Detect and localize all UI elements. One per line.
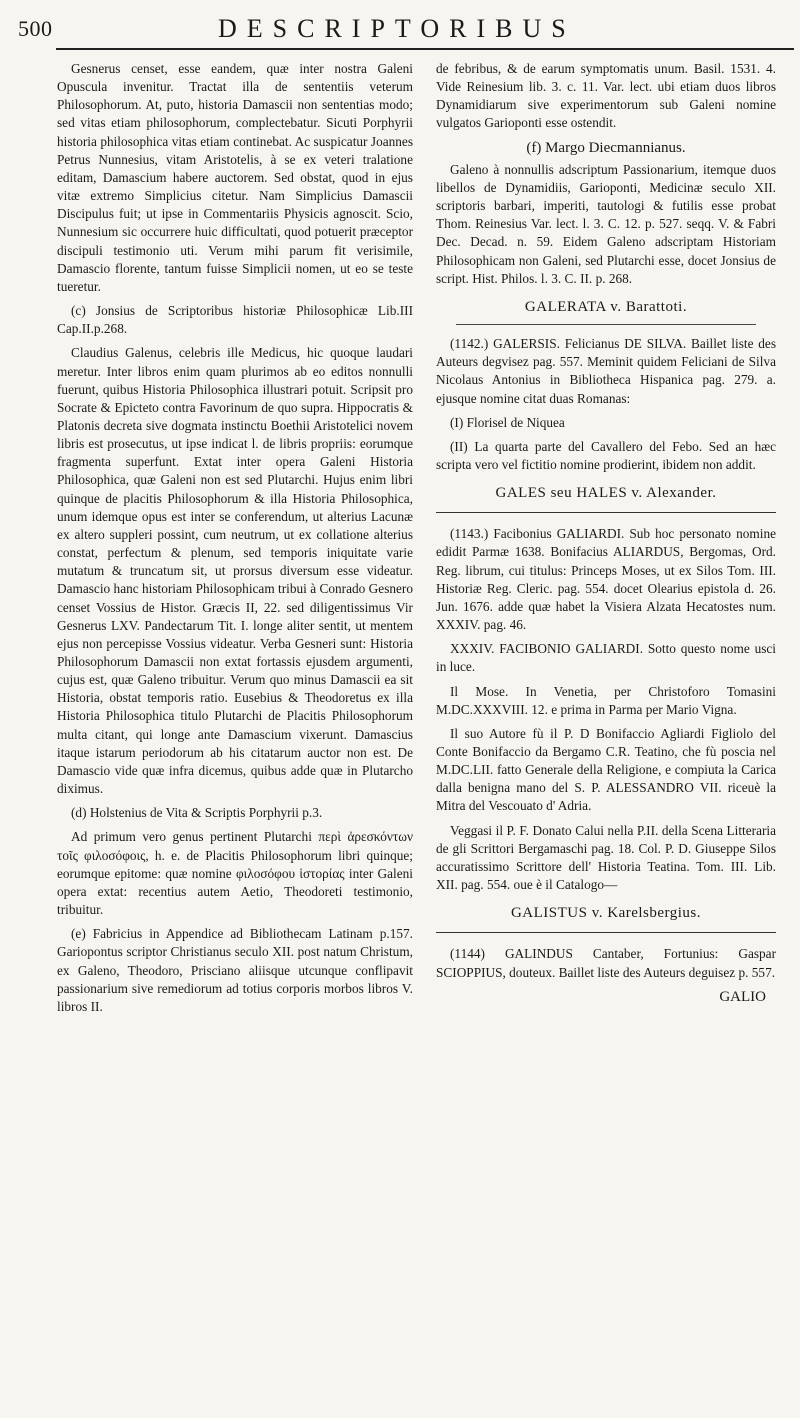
mose-text: Il Mose. In Venetia, per Christoforo Tomasini M.DC.XXXVIII. 12. e prima in Parma per Mario Vigna.	[436, 683, 776, 717]
note-f-text: Galeno à nonnullis adscriptum Passionarium, itemque duos libellos de Dynamidiis, Garioponti, Medicinæ seculo XII. scriptoris barbari, imperiti, tautologi & futilis esse probat Thom. Reinesius Var. lect. l. 3. C. 12. p. 527. seqq. V. & Fabri Dec. Decad. n. 59. Eidem Galeno adscriptam Historiam Philosophicam non Galeni, sed Plutarchi esse, docet Jonsius de script. Hist. Philos. l. 3. C. II. p. 268.	[436, 161, 776, 286]
page-header	[18, 14, 788, 48]
galersis-entry: (1142.) GALERSIS. Felicianus DE SILVA. Baillet liste des Auteurs degvisez pag. 557. Meminit quidem Feliciani de Silva Nicolaus Antonius in Bibliotheca Hispanica pag. 279. a. ejusque nomine citat duas Romanas:	[436, 336, 776, 406]
febribus-text: de febribus, & de earum symptomatis unum. Basil. 1531. 4. Vide Reinesium lib. 3. c. 11. Var. lect. ubi etiam duos libros Dynamidiarum sive experimentorum sub Galeni nomine vulgatos Garioponti esse ostendit.	[436, 61, 776, 131]
galiardi-entry: (1143.) Facibonius GALIARDI. Sub hoc personato nomine edidit Parmæ 1638. Bonifacius ALIARDUS, Bergomas, Ord. Reg. librum, cui titulus: Princeps Moses, ut ex Silos Tom. III. Historiæ Reg. Cleric. pag. 554. docet Olearius epistola d. 26. Jun. 1676. adde quæ habet la Visiera Alzata Hecatostes num. XXXIV. pag. 46.	[436, 526, 776, 633]
note-e-text: (e) Fabricius in Appendice ad Bibliothecam Latinam p.157. Gariopontus scriptor Christianus seculo XII. post natum Christum, ex Galeno, Theodoro, Prisciano aliisque utcunque conflipavit passionarium sive remediorum ad totius corporis morbos libros V. libros II.	[57, 926, 413, 1014]
galersis-item-1: (I) Florisel de Niquea	[450, 414, 565, 430]
divider	[456, 324, 756, 325]
facibonio-text: XXXIV. FACIBONIO GALIARDI. Sotto questo nome usci in luce.	[436, 641, 776, 675]
page-number: 500	[18, 16, 53, 41]
right-column	[436, 60, 776, 1006]
note-d-text: Ad primum vero genus pertinent Plutarchi περὶ ἀρεσκόντων τοῖς φιλοσόφοις, h. e. de Placitis Philosophorum libri quinque; eorumque epitome: quæ nomine φιλοσόφου ἱστορίας inter Galeni opera extat: recentius autem Aetio, Theodoreti testimonio, tribuitur.	[57, 829, 413, 918]
note-c-label: (c) Jonsius de Scriptoribus historiæ Philosophicæ Lib.III Cap.II.p.268.	[57, 303, 413, 337]
autore-text: Il suo Autore fù il P. D Bonifaccio Agliardi Figliolo del Conte Bonifaccio da Bergamo C.R. Teatino, che fù poscia nel M.DC.LII. fatto Generale della Religione, e compiuta la Carica dalla benigna mano del S. P. ALESSANDRO VII. riceuè la Mitra del Vescouato d' Adria.	[436, 725, 776, 814]
galindus-entry: (1144) GALINDUS Cantaber, Fortunius: Gaspar SCIOPPIUS, douteux. Baillet liste des Auteurs deguisez p. 557.	[436, 946, 776, 980]
paragraph-gesnerus: Gesnerus censet, esse eandem, quæ inter nostra Galeni Opuscula invenitur. Tractat illa de sententiis veterum Philosophorum. At, puto, historia Damascii non sententias modo; sed vitas etiam philosophorum, complectebatur. Sicuti Porphyrii historia philosophica vitas etiam continebat. Ac suspicatur Joannes Petrus Nunnesius, vitam Aristotelis, à se ex veteri tralatione editam, Damascium habere auctorem. Sed obstat, quod in ejus vitæ extremo Simplicius citetur. Nam Simplicius Damascii Discipulus fuit; ut ipse in Commentariis Physicis agnoscit. Scio, Nunnesium sic occurrere huic difficultati, quod potuerit præceptor discipuli testimonio uti. Verum mihi parum fit verisimile, Damascio florente, tantum fuisse Simplicii nomen, ut eo se teste tueretur.	[57, 61, 413, 294]
header-rule	[56, 48, 794, 50]
catchword: GALIO	[719, 988, 766, 1005]
galerata-heading: GALERATA v. Barattoti.	[524, 298, 688, 315]
left-column	[57, 60, 413, 1022]
divider	[436, 512, 776, 513]
galistus-heading: GALISTUS v. Karelsbergius.	[510, 905, 702, 922]
running-title: DESCRIPTORIBUS	[218, 14, 576, 43]
note-f-label: (f) Margo Diecmannianus.	[526, 139, 686, 156]
note-c-text: Claudius Galenus, celebris ille Medicus, hic quoque laudari meretur. Inter libros enim quam plurimos ab eo editos nonnulli fuerunt, quibus Historia Philosophica illustrari potuit. Scripsit pro Socrate & Epicteto contra Favorinum de quo supra. Hippocratis & Platonis decreta sive dogmata instinctu Boethii Aristotelici novem libris est prosecutus, ut ipse indicat l. de libris propriis: eorumque fragmenta superfunt. Extat inter opera Galeni Historia Philosophica, quæ Galeni non est sed Plutarchi. Hujus enim libri quinque de placitis Philosophorum & illa Historia Philosophica, unum idemque opus est inter se conferendum, ut alterius Lacunæ ex altero suppleri possint, cum neutrum, ut ex collatione alterius constat, perfectum & plenum, sed temporis iniquitate varie mutatum & truncatum sit, ut prorsus diversum esse videatur. Damascio hanc historiam Philosophicam tribui à Conrado Gesnero censet Vossius de Histor. Græcis II, 22. sed diligentissimus Vir Gesnerus LXV. Pandectarum Tit. I. longe aliter sentit, ut mentem ejus non percepisse Vossius videatur. Verba Gesneri sunt: Historia Philosophorum Damascii non extat fortassis ejusdem argumenti, cujus est, quæ Galeno tribuitur. Verum quo minus Damascii ea sit Historia, obstat temporis ratio. Eusebius & Theodoretus ex illa Historia Philosophica titulo Plutarchi de Placitis Philosophorum multa citant, qui longe ante Damascium vixerunt. Damascius itaque istarum periodorum ab his citatarum auctor non est. De Damascio vide quæ infra dicemus, quibus adde quæ in Plutarcho diximus.	[57, 345, 413, 797]
veggasi-text: Veggasi il P. F. Donato Calui nella P.II. della Scena Litteraria de gli Scrittori Bergamaschi pag. 18. Col. P. D. Giuseppe Silos accuratissimo Scrittore dell' Historia Teatina. Tom. III. Lib. XII. pag. 554. oue è il Catalogo—	[436, 822, 776, 893]
divider	[436, 932, 776, 933]
note-d-label: (d) Holstenius de Vita & Scriptis Porphyrii p.3.	[71, 805, 323, 821]
galersis-item-2: (II) La quarta parte del Cavallero del Febo. Sed an hæc scripta vero vel fictitio nomine prodierint, ibidem non addit.	[436, 438, 776, 472]
gales-heading: GALES seu HALES v. Alexander.	[495, 485, 717, 502]
